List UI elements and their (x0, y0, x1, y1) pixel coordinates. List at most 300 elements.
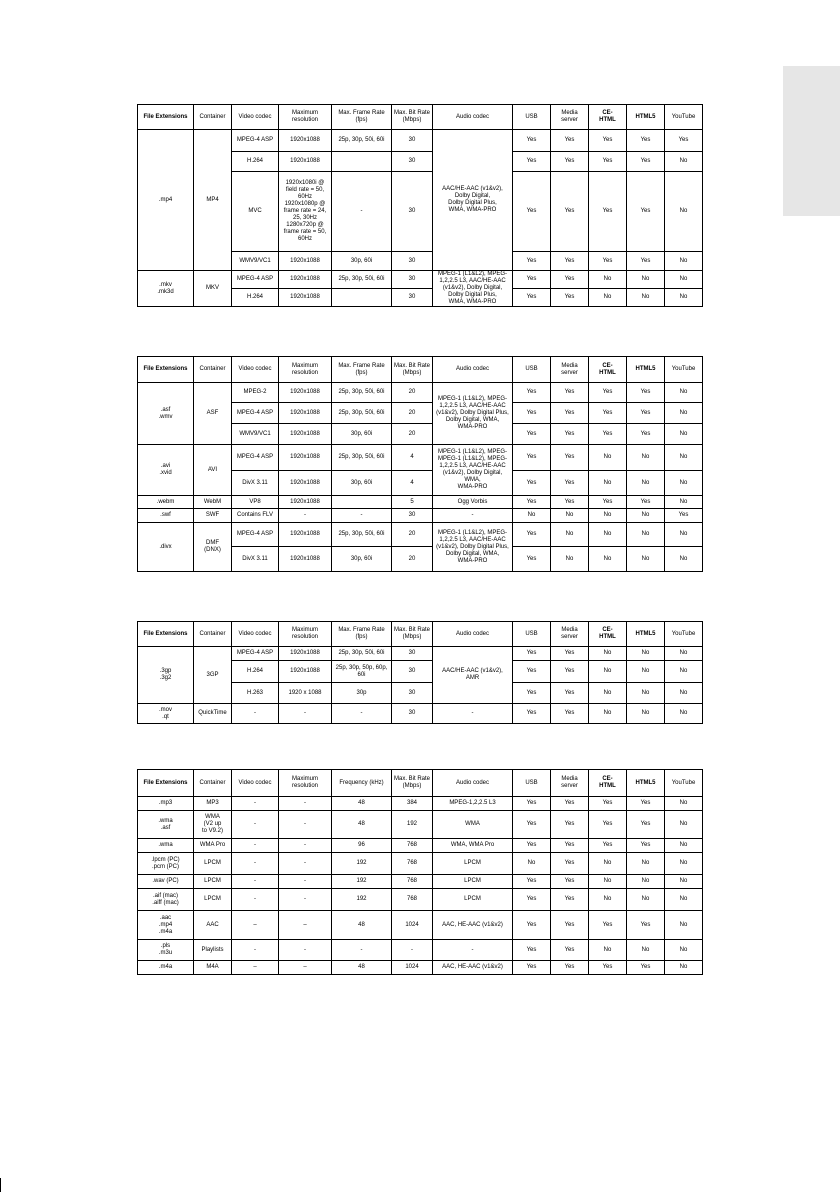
cell-usb: Yes (513, 252, 551, 271)
cell-youtube: Yes (665, 130, 703, 152)
cell-audio-codec: MPEG-1 (L1&L2), MPEG- 1,2,2.5 L3, AAC/HE-AAC (v1&v2), Dolby Digital, Dolby Digital Plus, WMA, WMA-PRO (433, 271, 513, 307)
cell-bit-rate: 20 (392, 547, 433, 572)
cell-media-server: Yes (551, 172, 589, 252)
table-row (138, 704, 703, 724)
cell-html5: No (627, 547, 665, 572)
cell-media-server: Yes (551, 911, 589, 940)
cell-container: 3GP (194, 647, 232, 704)
cell-file-extension: .lpcm (PC) .pcm (PC) (138, 853, 194, 875)
cell-resolution: 1920x1080i @ field rate = 50, 60Hz 1920x1080p @ frame rate = 24, 25, 30Hz 1280x720p @ frame rate = 50, 60Hz (279, 172, 332, 252)
cell-youtube: No (665, 797, 703, 811)
page-corner-mark (0, 1178, 11, 1192)
cell-bit-rate: 20 (392, 403, 433, 424)
cell-frequency: - (332, 940, 392, 961)
cell-bit-rate: 768 (392, 839, 433, 853)
cell-bit-rate: 768 (392, 853, 433, 875)
cell-frame-rate: - (332, 704, 392, 724)
cell-frame-rate: - (332, 172, 392, 252)
cell-video-codec: - (232, 704, 279, 724)
header-audio-codec: Audio codec (433, 622, 513, 647)
cell-ce-html: No (589, 853, 627, 875)
header-youtube: YouTube (665, 622, 703, 647)
table-row (138, 811, 703, 839)
header-audio-codec: Audio codec (433, 357, 513, 383)
cell-bit-rate: 30 (392, 661, 433, 683)
cell-youtube: No (665, 547, 703, 572)
cell-html5: Yes (627, 961, 665, 975)
cell-html5: Yes (627, 252, 665, 271)
cell-audio-codec: - (433, 509, 513, 523)
cell-usb: Yes (513, 445, 551, 471)
header-audio-codec: Audio codec (433, 770, 513, 797)
audio-formats-table (137, 769, 703, 975)
cell-youtube: No (665, 289, 703, 307)
cell-bit-rate: 30 (392, 172, 433, 252)
cell-file-extension: .pls .m3u (138, 940, 194, 961)
header-ce-html: CE- HTML (589, 105, 627, 130)
cell-frame-rate: 30p, 60i (332, 252, 392, 271)
header-media-server: Media server (551, 357, 589, 383)
cell-audio-codec: MPEG-1 (L1&L2), MPEG- 1,2,2.5 L3, AAC/HE-AAC (v1&v2), Dolby Digital Plus, Dolby Digital, WMA, WMA-PRO (433, 383, 513, 445)
cell-ce-html: Yes (589, 811, 627, 839)
cell-html5: No (627, 853, 665, 875)
cell-file-extension: .aac .mp4 .m4a (138, 911, 194, 940)
header-usb: USB (513, 770, 551, 797)
cell-usb: Yes (513, 839, 551, 853)
cell-resolution: 1920x1088 (279, 496, 332, 509)
cell-media-server: Yes (551, 424, 589, 445)
cell-video-codec: MPEG-2 (232, 383, 279, 403)
cell-frame-rate: 25p, 30p, 50i, 60i (332, 523, 392, 547)
cell-container: SWF (194, 509, 232, 523)
cell-video-codec: MVC (232, 172, 279, 252)
cell-ce-html: Yes (589, 424, 627, 445)
table-row (138, 853, 703, 875)
table-row (138, 509, 703, 523)
cell-video-codec: - (232, 889, 279, 911)
header-youtube: YouTube (665, 105, 703, 130)
cell-resolution: 1920x1088 (279, 289, 332, 307)
cell-youtube: No (665, 811, 703, 839)
cell-ce-html: No (589, 271, 627, 289)
header-file-extensions: File Extensions (138, 105, 194, 130)
cell-media-server: Yes (551, 853, 589, 875)
cell-youtube: No (665, 647, 703, 661)
cell-bit-rate: 4 (392, 471, 433, 496)
cell-ce-html: No (589, 875, 627, 889)
cell-media-server: Yes (551, 403, 589, 424)
cell-container: QuickTime (194, 704, 232, 724)
cell-ce-html: No (589, 509, 627, 523)
cell-youtube: No (665, 911, 703, 940)
header-video-codec: Video codec (232, 105, 279, 130)
cell-ce-html: No (589, 683, 627, 704)
cell-resolution: 1920x1088 (279, 152, 332, 172)
cell-frame-rate (332, 289, 392, 307)
cell-ce-html: Yes (589, 839, 627, 853)
cell-file-extension: .wma (138, 839, 194, 853)
cell-video-codec: DivX 3.11 (232, 547, 279, 572)
header-media-server: Media server (551, 770, 589, 797)
cell-frequency: 48 (332, 911, 392, 940)
cell-youtube: No (665, 523, 703, 547)
cell-media-server: Yes (551, 152, 589, 172)
video-formats-table-mp4-mkv (137, 104, 703, 307)
video-formats-table-asf-avi-divx (137, 356, 703, 572)
cell-resolution: 1920x1088 (279, 424, 332, 445)
cell-usb: Yes (513, 496, 551, 509)
cell-container: LPCM (194, 889, 232, 911)
cell-container: WMA Pro (194, 839, 232, 853)
cell-usb: Yes (513, 172, 551, 252)
language-side-tab (783, 66, 840, 216)
cell-container: MP4 (194, 130, 232, 271)
cell-usb: No (513, 853, 551, 875)
cell-ce-html: No (589, 547, 627, 572)
cell-file-extension: .wma .asf (138, 811, 194, 839)
header-ce-html: CE- HTML (589, 357, 627, 383)
header-html5: HTML5 (627, 105, 665, 130)
cell-frame-rate (332, 496, 392, 509)
cell-video-codec: MPEG-4 ASP (232, 403, 279, 424)
header-html5: HTML5 (627, 357, 665, 383)
cell-frame-rate: 25p, 30p, 50i, 60i (332, 403, 392, 424)
header-container: Container (194, 357, 232, 383)
cell-frequency: 48 (332, 811, 392, 839)
cell-youtube: No (665, 445, 703, 471)
cell-ce-html: No (589, 445, 627, 471)
cell-youtube: No (665, 875, 703, 889)
cell-bit-rate: 1024 (392, 911, 433, 940)
header-video-codec: Video codec (232, 357, 279, 383)
header-max-resolution: Maximum resolution (279, 357, 332, 383)
cell-media-server: Yes (551, 496, 589, 509)
table-row (138, 271, 703, 289)
cell-usb: Yes (513, 961, 551, 975)
cell-frame-rate: 25p, 30p, 50i, 60i (332, 445, 392, 471)
cell-usb: Yes (513, 889, 551, 911)
cell-resolution: 1920x1088 (279, 445, 332, 471)
cell-file-extension: .divx (138, 523, 194, 572)
cell-frequency: 192 (332, 889, 392, 911)
cell-ce-html: No (589, 523, 627, 547)
cell-html5: No (627, 683, 665, 704)
cell-usb: Yes (513, 647, 551, 661)
cell-bit-rate: 5 (392, 496, 433, 509)
cell-video-codec: H.263 (232, 683, 279, 704)
cell-media-server: Yes (551, 383, 589, 403)
cell-html5: No (627, 889, 665, 911)
cell-container: AAC (194, 911, 232, 940)
cell-resolution: 1920x1088 (279, 661, 332, 683)
header-html5: HTML5 (627, 622, 665, 647)
cell-html5: No (627, 661, 665, 683)
header-file-extensions: File Extensions (138, 770, 194, 797)
cell-bit-rate: 30 (392, 704, 433, 724)
cell-video-codec: - (232, 940, 279, 961)
cell-usb: No (513, 509, 551, 523)
cell-ce-html: Yes (589, 130, 627, 152)
cell-usb: Yes (513, 547, 551, 572)
cell-audio-codec: MPEG-1,2,2.5 L3 (433, 797, 513, 811)
cell-usb: Yes (513, 661, 551, 683)
cell-container: ASF (194, 383, 232, 445)
cell-video-codec: – (232, 961, 279, 975)
cell-html5: No (627, 523, 665, 547)
header-max-bit-rate: Max. Bit Rate (Mbps) (392, 105, 433, 130)
cell-usb: Yes (513, 523, 551, 547)
cell-video-codec: MPEG-4 ASP (232, 130, 279, 152)
header-container: Container (194, 105, 232, 130)
cell-audio-codec: AAC, HE-AAC (v1&v2) (433, 911, 513, 940)
cell-media-server: Yes (551, 811, 589, 839)
cell-audio-codec: LPCM (433, 889, 513, 911)
cell-ce-html: Yes (589, 403, 627, 424)
cell-file-extension: .3gp .3g2 (138, 647, 194, 704)
cell-audio-codec: LPCM (433, 875, 513, 889)
cell-frame-rate: - (332, 509, 392, 523)
cell-media-server: Yes (551, 839, 589, 853)
header-media-server: Media server (551, 622, 589, 647)
cell-media-server: Yes (551, 683, 589, 704)
cell-bit-rate: 30 (392, 271, 433, 289)
header-video-codec: Video codec (232, 622, 279, 647)
cell-container: MKV (194, 271, 232, 307)
cell-youtube: No (665, 839, 703, 853)
cell-file-extension: .mov .qt (138, 704, 194, 724)
cell-video-codec: H.264 (232, 152, 279, 172)
cell-usb: Yes (513, 289, 551, 307)
cell-html5: Yes (627, 152, 665, 172)
cell-ce-html: Yes (589, 797, 627, 811)
cell-ce-html: No (589, 704, 627, 724)
cell-resolution: - (279, 704, 332, 724)
header-ce-html: CE- HTML (589, 622, 627, 647)
cell-media-server: Yes (551, 889, 589, 911)
cell-file-extension: .mkv .mk3d (138, 271, 194, 307)
cell-ce-html: No (589, 661, 627, 683)
cell-usb: Yes (513, 271, 551, 289)
cell-html5: Yes (627, 911, 665, 940)
cell-resolution: 1920x1088 (279, 383, 332, 403)
cell-video-codec: MPEG-4 ASP (232, 647, 279, 661)
table-header-row (138, 770, 703, 797)
cell-youtube: No (665, 471, 703, 496)
cell-frequency: 192 (332, 853, 392, 875)
cell-html5: No (627, 471, 665, 496)
cell-frequency: 48 (332, 961, 392, 975)
table-header-row (138, 357, 703, 383)
table-row (138, 797, 703, 811)
table-row (138, 940, 703, 961)
cell-frame-rate: 30p, 60i (332, 471, 392, 496)
cell-bit-rate: 768 (392, 875, 433, 889)
cell-media-server: Yes (551, 647, 589, 661)
cell-file-extension: .mp3 (138, 797, 194, 811)
cell-youtube: No (665, 940, 703, 961)
cell-youtube: No (665, 403, 703, 424)
cell-container: M4A (194, 961, 232, 975)
cell-media-server: No (551, 523, 589, 547)
cell-frame-rate: 30p (332, 683, 392, 704)
cell-file-extension: .wav (PC) (138, 875, 194, 889)
header-frequency: Frequency (kHz) (332, 770, 392, 797)
cell-usb: Yes (513, 152, 551, 172)
header-max-resolution: Maximum resolution (279, 770, 332, 797)
cell-resolution: 1920x1088 (279, 547, 332, 572)
cell-media-server: Yes (551, 875, 589, 889)
cell-video-codec: H.264 (232, 661, 279, 683)
cell-bit-rate: 20 (392, 523, 433, 547)
header-html5: HTML5 (627, 770, 665, 797)
cell-youtube: No (665, 424, 703, 445)
cell-youtube: No (665, 889, 703, 911)
cell-html5: No (627, 289, 665, 307)
cell-html5: No (627, 704, 665, 724)
cell-ce-html: No (589, 889, 627, 911)
cell-audio-codec: LPCM (433, 853, 513, 875)
cell-ce-html: Yes (589, 383, 627, 403)
header-usb: USB (513, 622, 551, 647)
cell-container: DMF (DNX) (194, 523, 232, 572)
cell-html5: No (627, 875, 665, 889)
cell-ce-html: No (589, 940, 627, 961)
table-row (138, 647, 703, 661)
table-row (138, 523, 703, 547)
cell-video-codec: - (232, 853, 279, 875)
cell-audio-codec: WMA (433, 811, 513, 839)
cell-usb: Yes (513, 383, 551, 403)
table-row (138, 911, 703, 940)
cell-usb: Yes (513, 424, 551, 445)
cell-frame-rate: 25p, 30p, 50i, 60i (332, 130, 392, 152)
cell-resolution: - (279, 853, 332, 875)
header-container: Container (194, 770, 232, 797)
cell-video-codec: - (232, 839, 279, 853)
cell-media-server: Yes (551, 961, 589, 975)
cell-youtube: No (665, 383, 703, 403)
cell-video-codec: - (232, 811, 279, 839)
cell-ce-html: Yes (589, 152, 627, 172)
table-row (138, 875, 703, 889)
cell-usb: Yes (513, 875, 551, 889)
cell-ce-html: No (589, 471, 627, 496)
cell-frame-rate (332, 152, 392, 172)
cell-resolution: - (279, 889, 332, 911)
cell-media-server: Yes (551, 661, 589, 683)
cell-bit-rate: 30 (392, 289, 433, 307)
cell-html5: No (627, 940, 665, 961)
cell-html5: No (627, 445, 665, 471)
cell-usb: Yes (513, 940, 551, 961)
cell-container: WebM (194, 496, 232, 509)
cell-resolution: – (279, 961, 332, 975)
cell-bit-rate: 30 (392, 130, 433, 152)
header-usb: USB (513, 357, 551, 383)
cell-audio-codec: Ogg Vorbis (433, 496, 513, 509)
header-max-bit-rate: Max. Bit Rate (Mbps) (392, 622, 433, 647)
cell-usb: Yes (513, 811, 551, 839)
cell-audio-codec: - (433, 940, 513, 961)
table-row (138, 445, 703, 471)
table-row (138, 130, 703, 152)
header-max-frame-rate: Max. Frame Rate (fps) (332, 357, 392, 383)
cell-ce-html: Yes (589, 172, 627, 252)
header-max-bit-rate: Max. Bit Rate (Mbps) (392, 770, 433, 797)
cell-frame-rate: 25p, 30p, 50i, 60i (332, 647, 392, 661)
header-file-extensions: File Extensions (138, 357, 194, 383)
cell-media-server: Yes (551, 704, 589, 724)
header-max-resolution: Maximum resolution (279, 622, 332, 647)
header-video-codec: Video codec (232, 770, 279, 797)
cell-resolution: 1920 x 1088 (279, 683, 332, 704)
cell-youtube: No (665, 853, 703, 875)
cell-resolution: - (279, 509, 332, 523)
header-audio-codec: Audio codec (433, 105, 513, 130)
cell-video-codec: DivX 3.11 (232, 471, 279, 496)
cell-ce-html: Yes (589, 496, 627, 509)
cell-frame-rate: 25p, 30p, 50i, 60i (332, 383, 392, 403)
header-file-extensions: File Extensions (138, 622, 194, 647)
cell-media-server: Yes (551, 471, 589, 496)
cell-resolution: - (279, 839, 332, 853)
cell-audio-codec: MPEG-1 (L1&L2), MPEG- MPEG-1 (L1&L2), MPEG- 1,2,2.5 L3, AAC/HE-AAC (v1&v2), Dolby Digital, WMA, WMA-PRO (433, 445, 513, 496)
header-max-resolution: Maximum resolution (279, 105, 332, 130)
cell-resolution: 1920x1088 (279, 471, 332, 496)
cell-html5: No (627, 509, 665, 523)
cell-frequency: 192 (332, 875, 392, 889)
header-max-frame-rate: Max. Frame Rate (fps) (332, 105, 392, 130)
cell-video-codec: VP8 (232, 496, 279, 509)
cell-video-codec: – (232, 911, 279, 940)
cell-html5: No (627, 647, 665, 661)
cell-youtube: No (665, 683, 703, 704)
cell-bit-rate: 1024 (392, 961, 433, 975)
cell-usb: Yes (513, 704, 551, 724)
cell-youtube: No (665, 496, 703, 509)
table-row (138, 839, 703, 853)
cell-bit-rate: 20 (392, 383, 433, 403)
cell-video-codec: MPEG-4 ASP (232, 445, 279, 471)
cell-video-codec: - (232, 875, 279, 889)
cell-media-server: Yes (551, 940, 589, 961)
cell-media-server: Yes (551, 797, 589, 811)
cell-frame-rate: 30p, 60i (332, 547, 392, 572)
cell-html5: Yes (627, 383, 665, 403)
cell-video-codec: WMV9/VC1 (232, 252, 279, 271)
cell-ce-html: No (589, 289, 627, 307)
table-row (138, 383, 703, 403)
cell-resolution: 1920x1088 (279, 130, 332, 152)
cell-ce-html: Yes (589, 911, 627, 940)
cell-usb: Yes (513, 471, 551, 496)
cell-youtube: No (665, 661, 703, 683)
cell-resolution: - (279, 797, 332, 811)
cell-bit-rate: 30 (392, 252, 433, 271)
cell-resolution: 1920x1088 (279, 647, 332, 661)
cell-html5: Yes (627, 496, 665, 509)
cell-frame-rate: 30p, 60i (332, 424, 392, 445)
cell-youtube: No (665, 704, 703, 724)
cell-bit-rate: 20 (392, 424, 433, 445)
cell-audio-codec: WMA, WMA Pro (433, 839, 513, 853)
cell-bit-rate: 192 (392, 811, 433, 839)
cell-bit-rate: 384 (392, 797, 433, 811)
cell-html5: Yes (627, 130, 665, 152)
cell-file-extension: .swf (138, 509, 194, 523)
cell-audio-codec: MPEG-1 (L1&L2), MPEG- 1,2,2.5 L3, AAC/HE-AAC (v1&v2), Dolby Digital Plus, Dolby Digital, WMA, WMA-PRO (433, 523, 513, 572)
cell-container: AVI (194, 445, 232, 496)
